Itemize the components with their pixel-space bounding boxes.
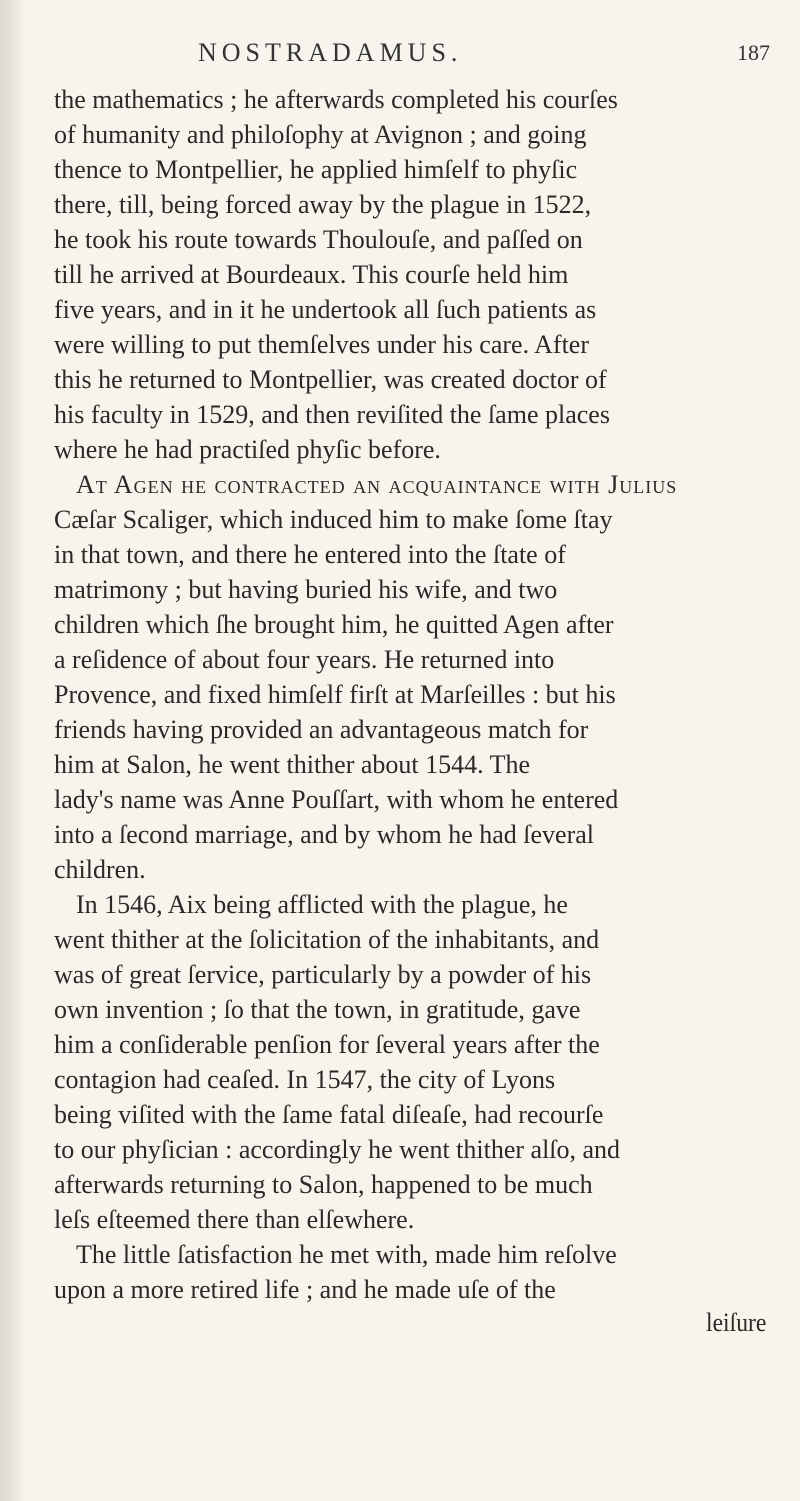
text-line: matrimony ; but having buried his wife, and two [54,575,558,604]
text-line: was of great ſervice, particularly by a powder of his [54,960,592,989]
text-line: thence to Montpellier, he applied himſelf to phyſic [54,155,578,184]
text-line: his faculty in 1529, and then reviſited the ſame places [54,400,610,429]
text-line: being viſited with the ſame fatal diſeaſe, had recourſe [54,1100,604,1129]
text-line: friends having provided an advantageous match for [54,715,589,744]
paragraph-first-line: The little ſatisfaction he met with, made him reſolve [76,1240,617,1269]
text-line: leſs eſteemed there than elſewhere. [54,1205,415,1234]
text-line: him at Salon, he went thither about 1544. The [54,750,531,779]
text-line: of humanity and philoſophy at Avignon ; and going [54,120,587,149]
text-line: into a ſecond marriage, and by whom he had ſeveral [54,820,595,849]
text-line: contagion had ceaſed. In 1547, the city of Lyons [54,1065,556,1094]
text-line: own invention ; ſo that the town, in gratitude, gave [54,995,581,1024]
text-line: a reſidence of about four years. He returned into [54,645,555,674]
text-line: lady's name was Anne Pouſſart, with whom he entered [54,785,619,814]
text-line: he took his route towards Thoulouſe, and paſſed on [54,225,583,254]
text-line: to our phyſician : accordingly he went thither alſo, and [54,1135,621,1164]
text-line: afterwards returning to Salon, happened to be much [54,1170,593,1199]
running-head-title: NOSTRADAMUS. [198,38,463,67]
text-line: in that town, and there he entered into the ſtate of [54,540,566,569]
paragraph-first-line: At Agen he contracted an acquaintance with Julius [76,470,678,499]
text-line: Cæſar Scaliger, which induced him to make ſome ſtay [54,505,613,534]
page-number: 187 [737,40,770,65]
text-line: were willing to put themſelves under his care. After [54,330,590,359]
text-line: the mathematics ; he afterwards completed his courſes [54,85,618,114]
text-line: upon a more retired life ; and he made uſe of the [54,1275,556,1304]
text-line: there, till, being forced away by the plague in 1522, [54,190,592,219]
paragraph-first-line: In 1546, Aix being afflicted with the plague, he [76,890,568,919]
running-head [0,38,800,78]
text-line: went thither at the ſolicitation of the inhabitants, and [54,925,600,954]
page-gutter-shadow [0,0,26,1501]
text-line: where he had practiſed phyſic before. [54,435,441,464]
text-line: till he arrived at Bourdeaux. This courſe held him [54,260,569,289]
catchword: leiſure [706,1308,767,1337]
text-line: him a conſiderable penſion for ſeveral years after the [54,1030,600,1059]
text-line: this he returned to Montpellier, was created doctor of [54,365,607,394]
text-line: five years, and in it he undertook all ſuch patients as [54,295,597,324]
text-line: children which ſhe brought him, he quitted Agen after [54,610,614,639]
text-line: Provence, and fixed himſelf firſt at Marſeilles : but his [54,680,616,709]
text-line: children. [54,855,146,884]
